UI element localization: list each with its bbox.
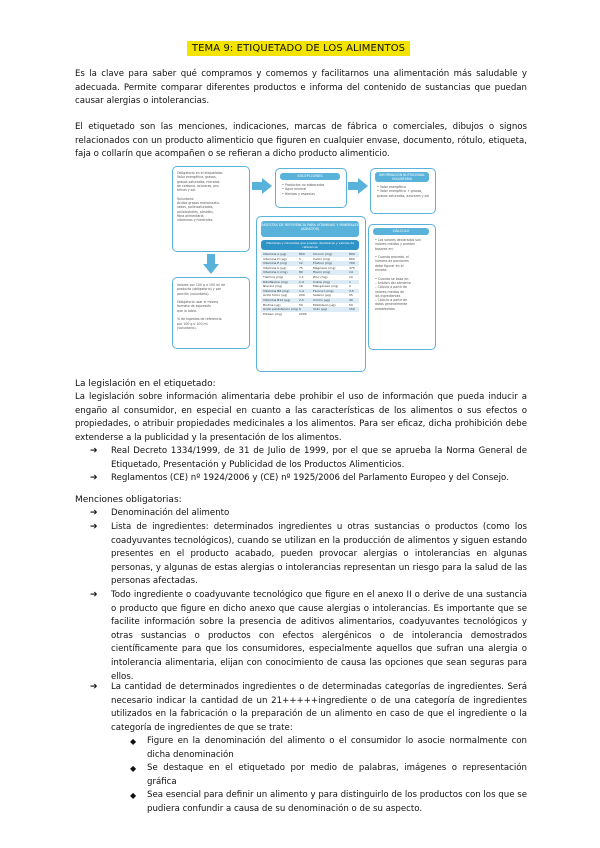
ingestas-cell: Magnesio (mg) [313, 265, 336, 270]
ingestas-cell: 1,1 [299, 274, 304, 279]
page-title: TEMA 9: ETIQUETADO DE LOS ALIMENTOS [187, 41, 410, 56]
informacion-voluntaria-list [377, 185, 431, 198]
infographic-text-line: Valor energético, grasas, [177, 175, 217, 180]
ingestas-cell: 200 [299, 293, 305, 298]
ingestas-cell: 80 [299, 270, 303, 275]
infographic-text-line: formato de expresión [177, 304, 212, 309]
arrow-right-icon [252, 178, 272, 194]
infographic-text-line: – Análisis del alimento [375, 280, 411, 285]
ingestas-cell: 50 [299, 302, 303, 307]
diamond-bullet-icon: ◆ [130, 791, 137, 800]
infographic-text-line: (voluntario). [177, 325, 197, 330]
ingestas-cell: Vitamina A (µg) [263, 252, 287, 256]
infographic-text-line: establecidos [375, 306, 395, 311]
ingestas-cell: Cobre (mg) [313, 279, 330, 284]
ingestas-cell: 5 [299, 256, 301, 261]
infographic-text-line: vitaminas y minerales. [177, 218, 214, 223]
intro-paragraph-1: Es la clave para saber qué compramos y comemos y facilitarnos una alimentación más saludable y adecuada. Permite comparar diferentes productos e informa del contenido de sustancias que puedan causar alergias o intolerancias. [75, 69, 527, 107]
ingestas-cell: 800 [349, 256, 355, 261]
infographic-text-line: • Hierbas y especias [282, 191, 315, 196]
ingestas-cell: Calcio (mg) [313, 256, 331, 261]
infographic-text-line: Ácidos grasos monoinsatu- [177, 201, 220, 206]
arrow-right-icon [348, 178, 368, 194]
ingestas-cell: 40 [349, 297, 353, 302]
infographic-text-line: datos generalmente [375, 302, 408, 307]
ingestas-table [261, 252, 359, 316]
ingestas-cell: Niacina (mg) [263, 284, 283, 289]
ingestas-cell: Vitamina E (mg) [263, 261, 288, 266]
infographic-text-line: • Cuando se basa en: [375, 276, 410, 281]
ingestas-cell: Ácido fólico (µg) [263, 293, 288, 298]
ingestas-cell: 2000 [299, 311, 307, 316]
infographic-text-line: rados, poliinsaturados, [177, 205, 214, 210]
arrow-bullet-icon: ➔ [90, 522, 98, 532]
ingestas-cell: Vitamina D (µg) [263, 256, 287, 261]
infographic-text-line: envase. [375, 268, 388, 273]
infographic-text-line: % de Ingestas de referencia [177, 317, 222, 322]
ingestas-cell: 50 [349, 302, 353, 307]
infographic-text-line: Valores por 100 g o 100 ml de [177, 283, 226, 287]
ingestas-cell: Vitamina C (mg) [263, 270, 288, 275]
diamond-bullet-icon: ◆ [130, 737, 137, 746]
infographic-text-line: – Cálculo a partir de [375, 298, 407, 303]
ingestas-cell: 1 [349, 279, 351, 284]
ingestas-cell: Biotina (µg) [263, 302, 281, 307]
ingestas-cell: Cromo (µg) [313, 297, 330, 302]
infographic-text-line: fibra alimentaria, [177, 213, 205, 218]
section-heading-menciones: Menciones obligatorias: [75, 495, 182, 505]
infographic-text-line: • Valor energético + grasas, [377, 189, 423, 194]
ingestas-cell: 150 [349, 307, 355, 312]
infographic-text-line: los ingredientes [375, 293, 401, 298]
legislacion-item: Reglamentos (CE) nº 1924/2006 y (CE) nº 1925/2006 del Parlamento Europeo y del Consejo. [111, 473, 509, 483]
intro-paragraph-2: El etiquetado son las menciones, indicaciones, marcas de fábrica o comerciales, dibujos o signos relacionados con un producto alimenticio que figuren en cualquier envase, documento, rótulo, etiqueta, faja o collarín que acompañen o se refieran a dicho producto alimenticio. [75, 122, 527, 160]
ingestas-cell: 1,4 [299, 288, 304, 293]
infographic-text-line: Obligatorio en el etiquetado: [177, 171, 223, 175]
section-heading-legislacion: La legislación en el etiquetado: [75, 379, 216, 389]
ingestas-cell: Vitamina B12 (µg) [263, 297, 291, 302]
infographic-text-line: • Los valores declarados son [375, 238, 421, 242]
ingestas-cell: Zinc (mg) [313, 274, 328, 279]
ingestas-cell: Potasio (mg) [263, 311, 282, 316]
mencion-subitem: Sea esencial para definir un alimento y para distinguirlo de los productos con los que se pudiera confundir a causa de su denominación o de su aspecto. [147, 790, 527, 814]
infographic-text-line: número de porciones [375, 259, 409, 264]
info-box-valores-text [177, 283, 245, 330]
info-box-obligatorio-text [177, 171, 245, 223]
infographic-text-line: Obligatorio usar el mismo [177, 300, 219, 305]
ingestas-cell: 12 [299, 261, 303, 266]
ingestas-cell: Fósforo (mg) [313, 261, 333, 266]
ingestas-cell: 10 [349, 274, 353, 279]
ingestas-cell: 16 [299, 284, 303, 289]
ingestas-cell: 2,5 [299, 297, 304, 302]
ingestas-cell: Selenio (µg) [313, 293, 332, 298]
ingestas-cell: 700 [349, 261, 355, 266]
infographic-text-line: basarse en: [375, 246, 394, 251]
informacion-voluntaria-title: INFORMACIÓN NUTRICIONAL VOLUNTARIA [379, 173, 425, 181]
ingestas-cell: Cloruro (mg) [313, 252, 333, 256]
infographic-text-line: Voluntario: [177, 196, 195, 201]
infographic-text-line: valores medios y pueden [375, 242, 416, 247]
arrow-bullet-icon: ➔ [90, 446, 98, 456]
ingestas-cell: 375 [349, 265, 355, 270]
mencion-subitem: Se destaque en el etiquetado por medio de palabras, imágenes o representación gráfica [147, 763, 527, 787]
ingestas-cell: Fluoruro (mg) [313, 288, 334, 293]
ingestas-cell: Manganeso (mg) [313, 284, 339, 289]
ingestas-row [261, 312, 359, 317]
infographic-text-line: debe figurar en el [375, 263, 404, 268]
ingestas-cell: Hierro (mg) [313, 270, 331, 275]
ingestas-cell: Molibdeno (µg) [313, 302, 336, 307]
infographic-text-line: – Cálculo a partir de [375, 285, 407, 290]
ingestas-cell: 800 [299, 252, 305, 256]
mencion-item: Denominación del alimento [111, 508, 230, 518]
arrow-bullet-icon: ➔ [90, 590, 98, 600]
arrow-down-icon [203, 254, 219, 274]
mencion-item: La cantidad de determinados ingredientes o de determinadas categorías de ingredientes. Será necesario indicar la cantidad de un 21+++++ingrediente o de una categoría de ingredientes utilizados en la fabricación o la preparación de un alimento en caso de que el ingrediente o la categoría de ingredientes de que se trate: [111, 682, 527, 733]
arrow-bullet-icon: ➔ [90, 473, 98, 483]
ingestas-cell: Ácido pantoténico (mg) [263, 307, 299, 312]
ingestas-cell: Vitamina K (µg) [263, 265, 287, 270]
arrow-bullet-icon: ➔ [90, 508, 98, 518]
infographic-text-line: polialcoholes, almidón, [177, 209, 214, 214]
infographic-text-line: • Cuando proceda, el [375, 255, 409, 260]
infographic-text-line: grasas saturadas, hidratos [177, 179, 220, 184]
infographic-text-line: que la tabla. [177, 308, 197, 313]
infographic-text-line: • Agua mineral [282, 187, 307, 192]
mencion-subitem: Figure en la denominación del alimento o el consumidor lo asocie normalmente con dicha denominación [147, 736, 527, 760]
legislacion-paragraph: La legislación sobre información alimentaria debe prohibir el uso de información que pueda inducir a engaño al consumidor, en especial en cuanto a las características de los alimentos o sus efectos o propiedades, o atribuir propiedades medicinales a los alimentos. Para ser eficaz, dicha prohibición debe extenderse a la publicidad y la presentación de los alimentos. [75, 392, 527, 443]
mencion-item: Todo ingrediente o coadyuvante tecnológico que figure en el anexo II o derive de una sustancia o producto que figure en dicho anexo que cause alergias o intolerancias. Es importante que se facilite información sobre la presencia de aditivos alimentarios, coadyuvantes tecnológicos y otras sustancias o productos con efectos alergénicos o de intolerancia demostrados científicamente para que los consumidores, especialmente aquellos que sufran una alergia o intolerancia alimentaria, elijan con conocimiento de causa las opciones que sean seguras para ellos. [111, 590, 527, 682]
ingestas-cell: Yodo (µg) [313, 307, 328, 312]
ingestas-cell: 6 [299, 307, 301, 312]
infographic-text-line: de carbono, azúcares, pro- [177, 183, 220, 188]
infographic-text-line: valores medios de [375, 289, 405, 294]
calculo-list [375, 238, 431, 311]
infographic-text-line: por 100 g o 100 ml [177, 321, 208, 326]
diamond-bullet-icon: ◆ [130, 764, 137, 773]
ingestas-title: INGESTAS DE REFERENCIA PARA VITAMINAS Y MINERALES (ADULTOS) [261, 223, 359, 232]
ingestas-header: Vitaminas y minerales que pueden declararse y valores de referencia [265, 241, 355, 249]
excepciones-list [282, 183, 340, 196]
ingestas-cell: Vitamina B6 (mg) [263, 288, 290, 293]
ingestas-cell: 800 [349, 252, 355, 256]
ingestas-cell: 75 [299, 265, 303, 270]
ingestas-cell: 55 [349, 293, 353, 298]
infographic-text-line: • Productos no elaborados [282, 183, 325, 187]
arrow-bullet-icon: ➔ [90, 682, 98, 692]
ingestas-cell: 1,4 [299, 279, 304, 284]
excepciones-title: EXCEPCIONES [297, 174, 323, 178]
ingestas-cell: 3,5 [349, 288, 354, 293]
etiquetado-infographic [172, 166, 436, 372]
infographic-text-line: • Valor energético [377, 185, 406, 189]
infographic-text-line: grasas saturadas, azúcares y sal [377, 193, 430, 198]
ingestas-cell: Riboflavina (mg) [263, 279, 288, 284]
legislacion-item: Real Decreto 1334/1999, de 31 de Julio de 1999, por el que se aprueba la Norma General de Etiquetado, Presentación y Publicidad de los Productos Alimenticios. [111, 446, 527, 470]
infographic-text-line: producto (obligatorio) y por [177, 287, 221, 292]
infographic-text-line: teínas y sal. [177, 188, 197, 193]
mencion-item: Lista de ingredientes: determinados ingredientes u otras sustancias o productos (como los coadyuvantes tecnológicos), cuando se utilizan en la producción de alimentos y siguen estando presentes en el producto acabado, pueden provocar alergias o intolerancias en algunas personas, y algunas de estas alergias o intolerancias representan un riesgo para la salud de las personas afectadas. [111, 522, 527, 587]
ingestas-cell: 2 [349, 284, 351, 289]
ingestas-cell: Tiamina (mg) [263, 274, 284, 279]
infographic-text-line: porción (voluntario). [177, 291, 210, 296]
calculo-title: CÁLCULO [392, 229, 410, 233]
ingestas-cell: 14 [349, 270, 353, 275]
